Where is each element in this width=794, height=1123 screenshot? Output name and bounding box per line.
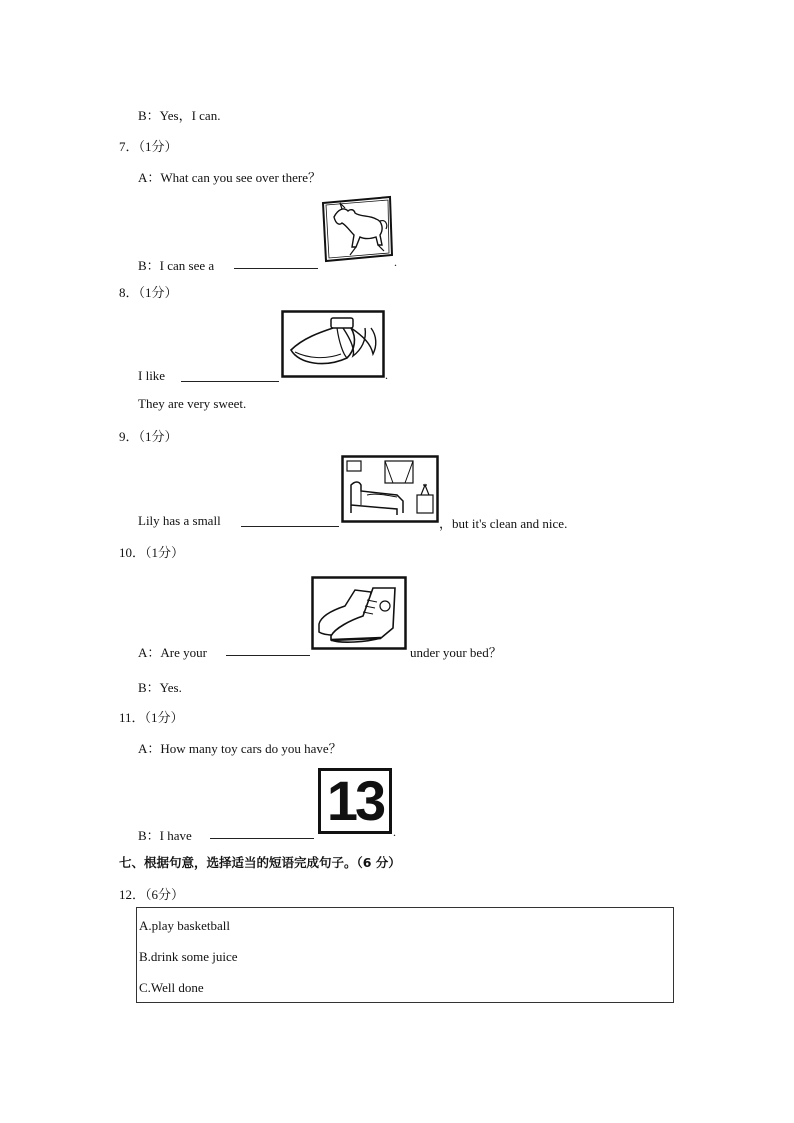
q7-question-a: A：What can you see over there？ xyxy=(138,170,322,185)
q12-number: 12．（6分） xyxy=(119,887,185,902)
q11-number: 11．（1分） xyxy=(119,710,184,725)
q10-number: 10．（1分） xyxy=(119,545,185,560)
q11-period: . xyxy=(393,825,396,839)
options-box xyxy=(136,907,674,1003)
q8-period: . xyxy=(385,368,388,382)
section-7-title: 七、根据句意，选择适当的短语完成句子。（6 分） xyxy=(119,855,401,870)
q8-number: 8．（1分） xyxy=(119,285,178,300)
q9-sentence-end: ，but it's clean and nice. xyxy=(439,516,568,531)
number-thirteen: 13 xyxy=(326,769,384,832)
option-c: C.Well done xyxy=(139,980,204,995)
q10-question-a: A：Are your xyxy=(138,645,207,660)
q8-sentence: I like xyxy=(138,368,166,383)
q9-answer-blank[interactable] xyxy=(241,526,339,527)
q7-answer-blank[interactable] xyxy=(234,268,318,269)
q7-number: 7．（1分） xyxy=(119,139,178,154)
q9-sentence: Lily has a small xyxy=(138,513,221,528)
q10-sentence-end: under your bed？ xyxy=(410,645,502,660)
sneakers-picture xyxy=(311,576,407,650)
horse-picture xyxy=(320,195,394,263)
option-a: A.play basketball xyxy=(139,918,230,933)
number-picture xyxy=(318,768,392,834)
q11-answer-blank[interactable] xyxy=(210,838,314,839)
q6-answer-b: B：Yes，I can. xyxy=(138,108,221,123)
q10-answer-b: B：Yes. xyxy=(138,680,182,695)
q9-number: 9．（1分） xyxy=(119,429,178,444)
q11-question-a: A：How many toy cars do you have？ xyxy=(138,741,342,756)
q7-answer-b: B：I can see a xyxy=(138,258,215,273)
q7-period: . xyxy=(394,255,397,269)
q8-answer-blank[interactable] xyxy=(181,381,279,382)
bedroom-picture xyxy=(341,455,439,523)
option-b: B.drink some juice xyxy=(139,949,238,964)
bananas-picture xyxy=(281,310,385,378)
q11-answer-b: B：I have xyxy=(138,828,192,843)
q8-followup: They are very sweet. xyxy=(138,396,247,411)
q10-answer-blank[interactable] xyxy=(226,655,310,656)
